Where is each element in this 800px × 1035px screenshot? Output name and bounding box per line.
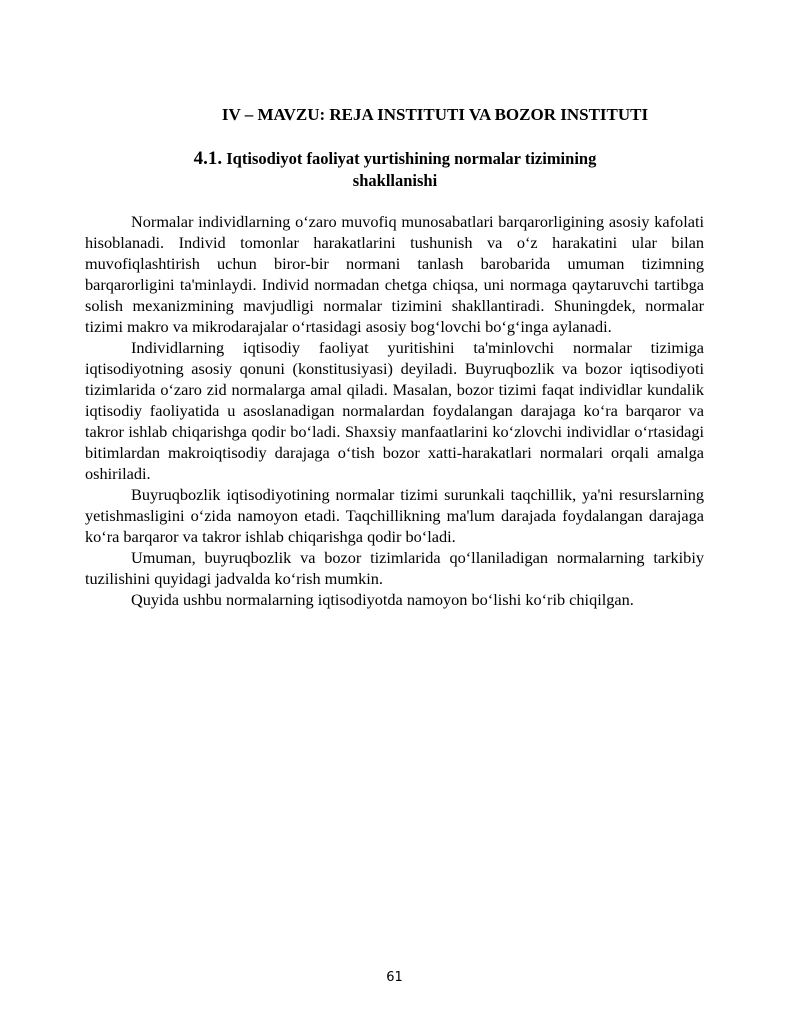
section-title — [85, 148, 705, 192]
section-title-line2: shakllanishi — [352, 171, 438, 190]
paragraph-1: Normalar individlarning o‘zaro muvofiq munosabatlari barqarorligining asosiy kafolati hisoblanadi. Individ tomonlar harakatlarini tushunish va o‘z harakatini ular bilan muvofiqlashtirish uchun biror-bir normani tanlash barobarida umuman tizimning barqarorligini ta'minlaydi. Individ normadan chetga chiqsa, uni normaga qaytaruvchi tartibga solish mexanizmining mavjudligi normalar tizimini shakllantiradi. Shuningdek, normalar tizimi makro va mikrodarajalar o‘rtasidagi asosiy bog‘lovchi bo‘g‘inga aylanadi. — [85, 212, 704, 336]
page-number: 61 — [386, 970, 403, 985]
chapter-title: IV – MAVZU: REJA INSTITUTI VA BOZOR INSTITUTI — [221, 105, 649, 124]
paragraph-3: Buyruqbozlik iqtisodiyotining normalar tizimi surunkali taqchillik, ya'ni resurslarning yetishmasligini o‘zida namoyon etadi. Taqchillikning ma'lum darajada foydalangan darajaga ko‘ra barqaror va takror ishlab chiqarishga qodir bo‘ladi. — [85, 485, 704, 546]
section-title-line1: Iqtisodiyot faoliyat yurtishining normalar tizimining — [226, 149, 597, 168]
body-text — [85, 211, 704, 610]
paragraph-5: Quyida ushbu normalarning iqtisodiyotda namoyon bo‘lishi ko‘rib chiqilgan. — [131, 590, 634, 609]
paragraph-4: Umuman, buyruqbozlik va bozor tizimlarida qo‘llaniladigan normalarning tarkibiy tuzilishini quyidagi jadvalda ko‘rish mumkin. — [85, 548, 704, 588]
section-number: 4.1. — [193, 148, 223, 169]
paragraph-2: Individlarning iqtisodiy faoliyat yuritishini ta'minlovchi normalar tizimiga iqtisodiyotning asosiy qonuni (konstitusiyasi) deyiladi. Buyruqbozlik va bozor iqtisodiyoti tizimlarida o‘zaro zid normalarga amal qiladi. Masalan, bozor tizimi faqat individlar kundalik iqtisodiy faoliyatida u asoslanadigan normalardan foydalangan darajaga ko‘ra barqaror va takror ishlab chiqarishga qodir bo‘ladi. Shaxsiy manfaatlarini ko‘zlovchi individlar o‘rtasidagi bitimlardan makroiqtisodiy darajaga o‘tish bozor xatti-harakatlari normalari orqali amalga oshiriladi. — [85, 338, 704, 483]
